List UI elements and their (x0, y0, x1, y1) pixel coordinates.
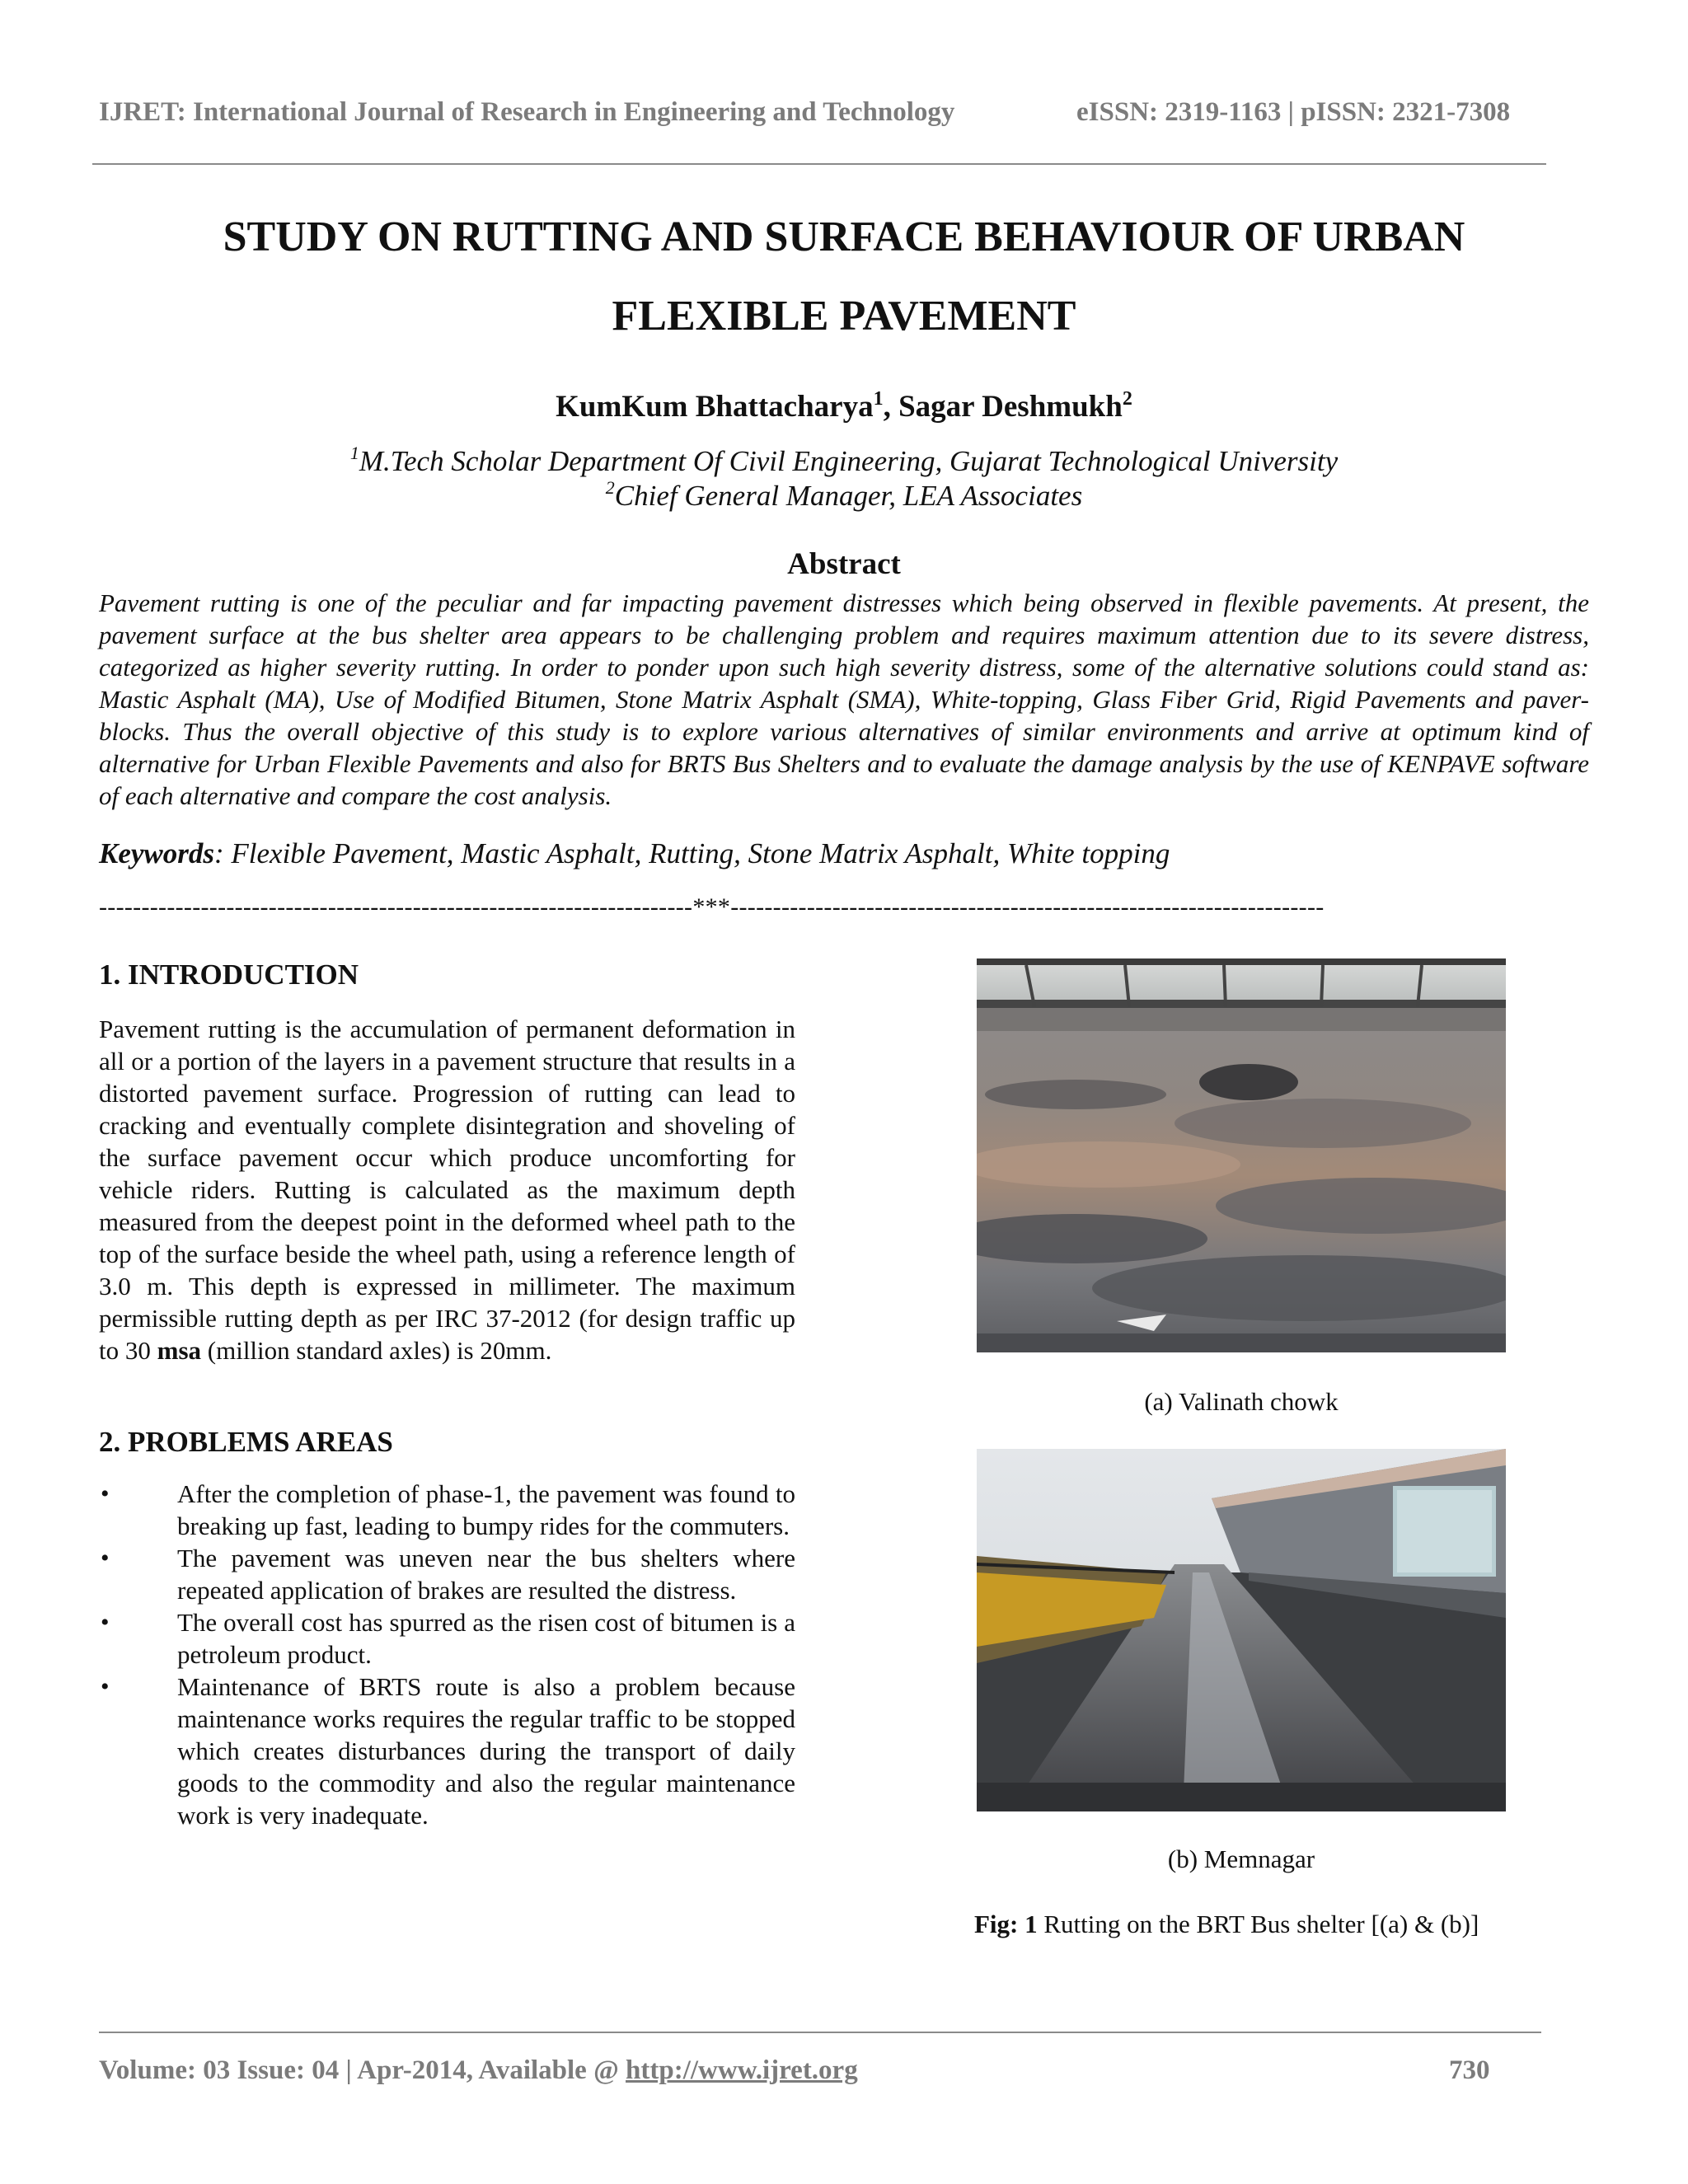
page-number: 730 (1449, 2055, 1490, 2085)
figure-caption-text: Rutting on the BRT Bus shelter [(a) & (b)] (1037, 1910, 1479, 1938)
bullet-icon: • (101, 1480, 110, 1507)
corridor-photo-b-image (977, 1449, 1506, 1811)
bullet-icon: • (101, 1673, 110, 1700)
abstract-heading: Abstract (787, 547, 901, 581)
journal-name: IJRET: International Journal of Research in Engineering and Technology (99, 97, 955, 127)
figure-caption (974, 1910, 1479, 1939)
figure-caption-b: (b) Memnagar (1167, 1844, 1315, 1873)
abstract-text: Pavement rutting is one of the peculiar and far impacting pavement distresses which being observed in flexible pavements. At present, the pavement surface at the bus shelter area appears to be challenging problem and requires maximum attention due to its severe distress, categorized as higher severity rutting. In order to ponder upon such high severity distress, some of the alternative solutions could stand as: Mastic Asphalt (MA), Use of Modified Bitumen, Stone Matrix Asphalt (SMA), White-topping, Glass Fiber Grid, Rigid Pavements and paver-blocks. Thus the overall objective of this study is to explore various alternatives of similar environments and arrive at optimum kind of alternative for Urban Flexible Pavements and also for BRTS Bus Shelters and to evaluate the damage analysis by the use of KENPAVE software of each alternative and compare the cost analysis. (99, 588, 1589, 810)
journal-link[interactable]: http://www.ijret.org (626, 2055, 858, 2085)
list-item (99, 1671, 795, 1831)
author-list (99, 389, 1589, 424)
list-item (99, 1606, 795, 1671)
bullet-icon: • (101, 1609, 110, 1636)
affiliation-2-text: Chief General Manager, LEA Associates (614, 480, 1083, 512)
figure-photo-b (977, 1449, 1506, 1811)
affiliation-2-sup: 2 (605, 477, 615, 498)
introduction-text-before: Pavement rutting is the accumulation of permanent deformation in all or a portion of the layers in a pavement structure that results in a distorted pavement surface. Progression of rutting can lead to cracking and eventually complete disintegration and shoveling of the surface pavement occur which produce uncomforting for vehicle riders. Rutting is calculated as the maximum depth measured from the deepest point in the deformed wheel path to the top of the surface beside the wheel path, using a reference length of 3.0 m. This depth is expressed in millimeter. The maximum permissible rutting depth as per IRC 37-2012 (for design traffic up to 30 (99, 1015, 795, 1365)
footer-rule (99, 2032, 1541, 2033)
keywords (99, 837, 1170, 870)
figure-caption-a: (a) Valinath chowk (1144, 1387, 1339, 1416)
paper-title (99, 198, 1589, 356)
list-item (99, 1478, 795, 1542)
author-1: KumKum Bhattacharya (556, 390, 874, 424)
problems-list (99, 1478, 795, 1831)
author-2: Sagar Deshmukh (898, 390, 1123, 424)
pavement-photo-a-image (977, 958, 1506, 1352)
problems-heading: 2. PROBLEMS AREAS (99, 1426, 393, 1458)
issn-text: eISSN: 2319-1163 | pISSN: 2321-7308 (1076, 97, 1511, 127)
list-item (99, 1542, 795, 1606)
list-item-text: After the completion of phase-1, the pavement was found to breaking up fast, leading to bumpy rides for the commuters. (177, 1479, 795, 1540)
affiliation-1 (99, 445, 1589, 478)
section-separator: ----------------------------------------------------------------------***---------------------------------------------------------------------- (99, 893, 1325, 921)
affiliation-1-text: M.Tech Scholar Department Of Civil Engineering, Gujarat Technological University (359, 445, 1339, 477)
introduction-text-after: (million standard axles) is 20mm. (201, 1336, 552, 1365)
header-rule (92, 163, 1546, 165)
figure-label: Fig: 1 (974, 1910, 1038, 1938)
keywords-label: Keywords (99, 837, 214, 869)
author-2-sup: 2 (1122, 388, 1132, 410)
list-item-text: The pavement was uneven near the bus shelters where repeated application of brakes are resulted the distress. (177, 1544, 795, 1605)
title-line-2: FLEXIBLE PAVEMENT (612, 293, 1076, 340)
author-separator: , (883, 390, 899, 424)
figure-photo-a (977, 958, 1506, 1352)
footer-volume-text: Volume: 03 Issue: 04 | Apr-2014, Available @ (99, 2055, 626, 2085)
keywords-text: : Flexible Pavement, Mastic Asphalt, Rutting, Stone Matrix Asphalt, White topping (214, 837, 1170, 869)
author-1-sup: 1 (873, 388, 884, 410)
introduction-bold-msa: msa (157, 1336, 202, 1365)
title-line-1: STUDY ON RUTTING AND SURFACE BEHAVIOUR OF URBAN (223, 213, 1465, 260)
list-item-text: Maintenance of BRTS route is also a problem because maintenance works requires the regular traffic to be stopped which creates disturbances during the transport of daily goods to the commodity and also the regular maintenance work is very inadequate. (177, 1672, 795, 1830)
introduction-text (99, 1013, 795, 1366)
list-item-text: The overall cost has spurred as the risen cost of bitumen is a petroleum product. (177, 1608, 795, 1669)
footer-volume (99, 2055, 858, 2086)
affiliation-2 (99, 477, 1589, 513)
bullet-icon: • (101, 1544, 110, 1572)
introduction-heading: 1. INTRODUCTION (99, 958, 359, 991)
affiliation-1-sup: 1 (349, 443, 359, 463)
